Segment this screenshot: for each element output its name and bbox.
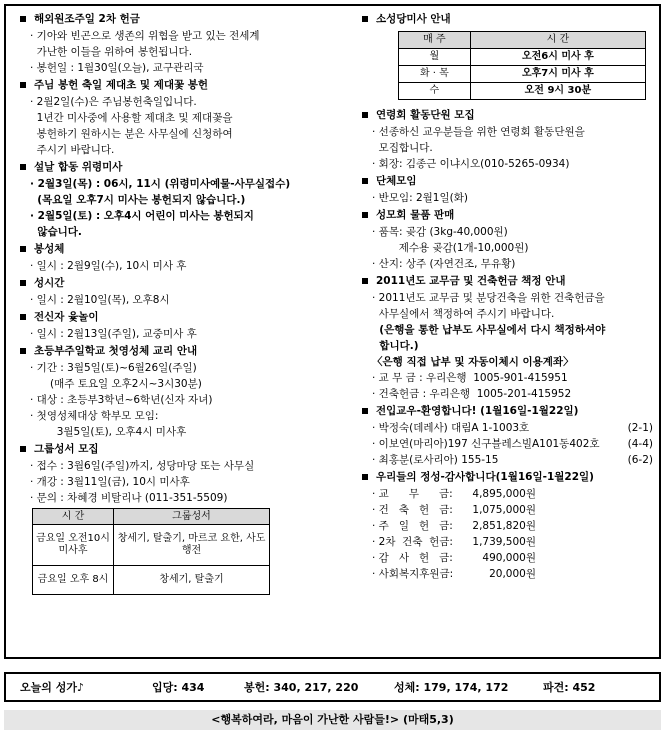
notice-line	[362, 370, 657, 386]
table-cell: 오전 9시 30분	[470, 83, 645, 100]
section-heading	[362, 172, 657, 190]
bullet-square-icon	[20, 16, 26, 22]
notice-line	[362, 436, 657, 452]
notice-line-text: · 선종하신 교우분들을 위한 연령회 활동단원을	[372, 126, 585, 138]
table-row	[399, 83, 646, 100]
hymn-offertory: 봉헌: 340, 217, 220	[244, 681, 359, 694]
table-header: 매 주	[399, 32, 471, 49]
notice-line	[362, 452, 657, 468]
mass-table	[398, 31, 646, 100]
offering-row	[362, 566, 657, 582]
table-row	[33, 525, 270, 566]
offering-row	[362, 534, 657, 550]
notice-line	[362, 156, 657, 172]
notice-line	[362, 224, 657, 240]
notice-line	[362, 338, 657, 354]
notice-section	[20, 240, 350, 274]
notice-line-text: · 이보연(마리아)197 신구블레스빌A101동402호	[372, 438, 600, 450]
offering-amount: 1,075,000원	[472, 504, 536, 516]
bullet-square-icon	[20, 82, 26, 88]
notice-line: · 접수 : 3월6일(주일)까지, 성당마당 또는 사무실	[30, 460, 255, 472]
bullet-square-icon	[362, 112, 368, 118]
notice-line	[362, 124, 657, 140]
group-bible-table	[32, 508, 270, 595]
member-zone: (6-2)	[627, 454, 653, 466]
notice-section	[362, 106, 657, 172]
bullet-square-icon	[362, 178, 368, 184]
notice-section	[362, 468, 657, 582]
notice-section	[20, 158, 350, 240]
notice-line: · 대상 : 초등부3학년~6학년(신자 자녀)	[30, 394, 213, 406]
bullet-square-icon	[362, 408, 368, 414]
bullet-square-icon	[362, 16, 368, 22]
hymn-entrance: 입당: 434	[152, 681, 205, 694]
notice-line-text: · 교 무 금 : 우리은행 1005-901-415951	[372, 372, 568, 384]
notice-section	[20, 440, 350, 506]
notice-section	[20, 274, 350, 308]
notice-line-text: 〈은행 직접 납부 및 자동이체시 이용계좌〉	[372, 356, 574, 368]
notice-line	[362, 140, 657, 156]
notice-line	[362, 190, 657, 206]
table-header: 시 간	[470, 32, 645, 49]
notice-line	[362, 256, 657, 272]
notice-line-text: · 품목: 곶감 (3kg-40,000원)	[372, 226, 508, 238]
table-cell: 오전6시 미사 후	[470, 49, 645, 66]
section-heading	[362, 468, 657, 486]
table-cell: 월	[399, 49, 471, 66]
notice-line-text: 모집합니다.	[372, 142, 433, 154]
hymn-footer	[4, 672, 661, 702]
offering-label: · 감 사 헌 금:	[372, 552, 453, 564]
notice-section	[20, 76, 350, 158]
bullet-square-icon	[362, 212, 368, 218]
section-heading	[20, 158, 350, 176]
section-heading-text: 초등부주일학교 첫영성체 교리 안내	[34, 345, 198, 357]
bullet-square-icon	[20, 314, 26, 320]
notice-line: · 2월3일(목) : 06시, 11시 (위령미사예물-사무실접수)	[30, 178, 291, 190]
notice-line: 않습니다.	[30, 226, 82, 238]
section-heading	[20, 240, 350, 258]
notice-line: 주시기 바랍니다.	[30, 144, 115, 156]
notice-line-text: 합니다.)	[372, 340, 419, 352]
offering-label: · 주 일 헌 금:	[372, 520, 453, 532]
section-heading-text: 해외원조주일 2차 헌금	[34, 13, 140, 25]
time-cell: 금요일 오후 8시	[33, 566, 114, 595]
notice-line-text: (은행을 통한 납부도 사무실에서 다시 책정하셔야	[372, 324, 606, 336]
section-heading-text: 전입교우-환영합니다! (1월16일-1월22일)	[376, 405, 579, 417]
offering-row	[362, 486, 657, 502]
notice-line: · 개강 : 3월11일(금), 10시 미사후	[30, 476, 190, 488]
section-heading-text: 연령회 활동단원 모집	[376, 109, 475, 121]
notice-line-text: 사무실에서 책정하여 주시기 바랍니다.	[372, 308, 555, 320]
book-cell: 창세기, 탈출기, 마르코 요한, 사도행전	[114, 525, 270, 566]
notice-line	[362, 354, 657, 370]
offering-label: · 2차 건축 헌금:	[372, 536, 453, 548]
notice-line-text: · 최홍분(로사리아) 155-15	[372, 454, 499, 466]
notice-line: (매주 토요일 오후2시~3시30분)	[30, 378, 202, 390]
section-heading-text: 봉성체	[34, 243, 65, 255]
offering-label: · 교 무 금:	[372, 488, 453, 500]
section-heading-text: 그룹성서 모집	[34, 443, 99, 455]
member-zone: (2-1)	[627, 422, 653, 434]
notice-line: · 봉헌일 : 1월30일(오늘), 교구관리국	[30, 62, 204, 74]
offering-label: · 건 축 헌 금:	[372, 504, 453, 516]
offering-row	[362, 550, 657, 566]
section-heading-text: 전신자 윷놀이	[34, 311, 99, 323]
offering-row	[362, 502, 657, 518]
notice-line-text: · 박정숙(데레사) 대림A 1-1003호	[372, 422, 530, 434]
offering-amount: 1,739,500원	[472, 536, 536, 548]
bullet-square-icon	[20, 348, 26, 354]
notice-section	[20, 342, 350, 440]
section-heading	[20, 10, 350, 28]
notice-line: · 일시 : 2월10일(목), 오후8시	[30, 294, 170, 306]
offering-amount: 20,000원	[489, 568, 536, 580]
table-row	[399, 66, 646, 83]
notice-section	[20, 308, 350, 342]
section-heading	[362, 206, 657, 224]
bullet-square-icon	[362, 278, 368, 284]
bullet-square-icon	[20, 280, 26, 286]
section-heading	[362, 10, 657, 28]
notice-line: 봉헌하기 원하시는 분은 사무실에 신청하여	[30, 128, 233, 140]
section-heading	[20, 274, 350, 292]
notice-line	[362, 386, 657, 402]
table-header: 시 간	[33, 509, 114, 525]
offering-amount: 2,851,820원	[472, 520, 536, 532]
notice-section	[362, 402, 657, 468]
notice-line: · 일시 : 2월9일(수), 10시 미사 후	[30, 260, 187, 272]
motto-banner: <행복하여라, 마음이 가난한 사람들!> (마태5,3)	[4, 710, 661, 730]
table-cell: 화 · 목	[399, 66, 471, 83]
hymn-recessional: 파견: 452	[543, 681, 596, 694]
member-zone: (4-4)	[627, 438, 653, 450]
offering-amount: 490,000원	[482, 552, 536, 564]
notice-section	[362, 206, 657, 272]
table-header: 그룹성서	[114, 509, 270, 525]
section-heading-text: 2011년도 교무금 및 건축헌금 책정 안내	[376, 275, 566, 287]
section-heading	[20, 440, 350, 458]
time-cell: 금요일 오전10시 미사후	[33, 525, 114, 566]
bullet-square-icon	[20, 446, 26, 452]
section-heading-text: 소성당미사 안내	[376, 13, 451, 25]
notice-line: · 문의 : 차혜경 비탈리나 (011-351-5509)	[30, 492, 228, 504]
notice-line: 3월5일(토), 오후4시 미사후	[30, 426, 187, 438]
bullet-square-icon	[20, 246, 26, 252]
section-heading-text: 우리들의 정성-감사합니다(1월16일-1월22일)	[376, 471, 594, 483]
notice-line: · 2월5일(토) : 오후4시 어린이 미사는 봉헌되지	[30, 210, 254, 222]
offering-label: · 사회복지후원금:	[372, 568, 454, 580]
notice-line	[362, 306, 657, 322]
table-row	[399, 49, 646, 66]
notice-section	[362, 172, 657, 206]
section-heading-text: 성모회 물품 판매	[376, 209, 455, 221]
section-heading	[362, 402, 657, 420]
notice-line-text: · 2011년도 교무금 및 분당건축을 위한 건축헌금을	[372, 292, 605, 304]
hymn-label: 오늘의 성가♪	[20, 681, 84, 694]
table-cell: 수	[399, 83, 471, 100]
notice-line-text: · 회장: 김종근 이냐시오(010-5265-0934)	[372, 158, 570, 170]
bullet-square-icon	[362, 474, 368, 480]
left-column	[20, 10, 350, 595]
section-heading-text: 성시간	[34, 277, 65, 289]
table-row	[33, 566, 270, 595]
section-heading-text: 단체모임	[376, 175, 417, 187]
section-heading	[362, 272, 657, 290]
book-cell: 창세기, 탈출기	[114, 566, 270, 595]
notice-line-text: · 산지: 상주 (자연건조, 무유황)	[372, 258, 516, 270]
right-column	[362, 10, 657, 582]
mass-section	[362, 10, 657, 100]
notice-line	[362, 240, 657, 256]
offering-amount: 4,895,000원	[472, 488, 536, 500]
notice-line-text: · 반모임: 2월1일(화)	[372, 192, 468, 204]
notice-line: 1년간 미사중에 사용할 제대초 및 제대꽃을	[30, 112, 233, 124]
notice-section	[20, 10, 350, 76]
table-cell: 오후7시 미사 후	[470, 66, 645, 83]
hymn-communion: 성체: 179, 174, 172	[394, 681, 509, 694]
section-heading-text: 설날 합동 위령미사	[34, 161, 123, 173]
notice-line: · 기간 : 3월5일(토)~6월26일(주일)	[30, 362, 197, 374]
section-heading	[20, 76, 350, 94]
notice-line: · 일시 : 2월13일(주일), 교중미사 후	[30, 328, 197, 340]
notice-line	[362, 290, 657, 306]
section-heading	[20, 342, 350, 360]
bullet-square-icon	[20, 164, 26, 170]
notice-line: · 첫영성체대상 학부모 모임:	[30, 410, 159, 422]
notice-line-text: 제수용 곶감(1개-10,000원)	[372, 242, 529, 254]
notice-line: 가난한 이들을 위하여 봉헌됩니다.	[30, 46, 193, 58]
section-heading-text: 주님 봉헌 축일 제대초 및 제대꽃 봉헌	[34, 79, 209, 91]
section-heading	[362, 106, 657, 124]
notice-line: (목요일 오후7시 미사는 봉헌되지 않습니다.)	[30, 194, 246, 206]
notice-line-text: · 건축헌금 : 우리은행 1005-201-415952	[372, 388, 572, 400]
notice-line	[362, 420, 657, 436]
notice-line: · 기아와 빈곤으로 생존의 위협을 받고 있는 전세계	[30, 30, 260, 42]
notice-section	[362, 272, 657, 402]
offering-row	[362, 518, 657, 534]
section-heading	[20, 308, 350, 326]
notice-line: · 2월2일(수)은 주님봉헌축일입니다.	[30, 96, 197, 108]
notice-line	[362, 322, 657, 338]
